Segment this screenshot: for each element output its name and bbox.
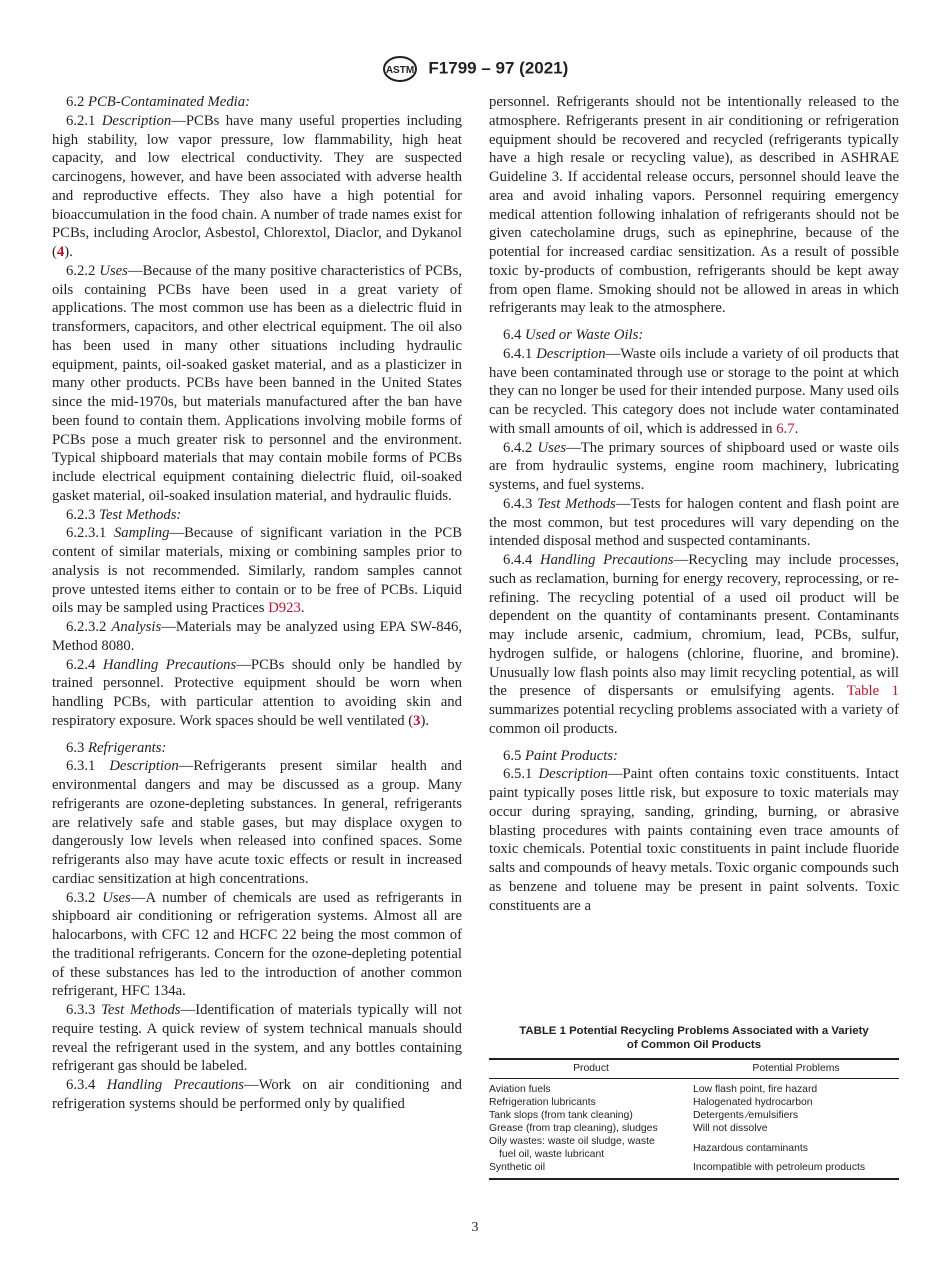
paragraph (52, 524, 462, 618)
product-cell (489, 1096, 693, 1109)
paragraph-text: —Identification of materials typically will not require testing. A quick review of system technical manuals should reveal the refrigerant used in the system, and any bottles containing refrigerant gas should be labeled. (52, 1002, 462, 1075)
product-cell (489, 1109, 693, 1122)
paragraph-text: 6.5 (503, 747, 526, 764)
paragraph-text: —Because of significant variation in the PCB content of similar materials, mixing or combining samples prior to analysis is not recommended. Similarly, random samples cannot prove untested items either to contain or to be free of PCBs. Liquid oils may be sampled using Practices (52, 525, 462, 617)
paragraph (52, 889, 462, 1002)
reference-citation-link[interactable]: 4 (56, 244, 65, 260)
paragraph-text: 6.2.2 (66, 262, 100, 279)
product-text: Grease (from trap cleaning), sludges (489, 1123, 658, 1134)
svg-text:ASTM: ASTM (385, 65, 414, 76)
problem-cell: Halogenated hydrocarbon (693, 1097, 813, 1108)
problem-cell: Hazardous contaminants (693, 1142, 808, 1154)
table-caption-line: TABLE 1 Potential Recycling Problems Associated with a Variety (519, 1025, 869, 1037)
section-heading: Description (538, 766, 608, 783)
paragraph-text: —The primary sources of shipboard used or waste oils are from hydraulic systems, engine room machinery, lubricating systems, and fuel systems. (489, 439, 900, 493)
paragraph-text: . (300, 600, 305, 617)
paragraph (489, 551, 899, 739)
problem-cell: Detergents ⁄emulsifiers (693, 1110, 799, 1121)
paragraph (52, 93, 462, 112)
product-text: Aviation fuels (489, 1084, 551, 1095)
paragraph (52, 112, 462, 262)
paragraph-text: . (794, 420, 799, 437)
paragraph-text: —Refrigerants present similar health and environmental dangers and may be discussed as a group. Many refrigerants are ozone-depleting substances. In general, refrigerants are relatively safe and stable gases, but may displace oxygen to dangerously low levels when released into confined spaces. Some refrigerants also may have acute toxic effects or result in increased cardiac sensitization at high concentrations. (52, 758, 462, 887)
table-row (489, 1122, 899, 1135)
section-heading: PCB-Contaminated Media: (88, 94, 250, 110)
problem-cell: Incompatible with petroleum products (693, 1162, 866, 1173)
left-column (52, 93, 462, 1114)
paragraph (52, 618, 462, 656)
table-row (489, 1079, 899, 1097)
paragraph (52, 1001, 462, 1076)
astm-logo-icon (382, 56, 418, 82)
right-column (489, 93, 899, 915)
paragraph-text: ). (420, 712, 430, 729)
page-number: 3 (471, 1220, 479, 1235)
paragraph-text: —Recycling may include processes, such as reclamation, burning for energy recovery, reprocessing, or re-refining. The recycling potential of a used oil product will be dependent on the quantity of contaminants present. Contaminants may include arsenic, cadmium, chromium, lead, PCBs, sulfur, hydrogen sulfide, or halogens (chlorine, fluorine, and bromine). Unusually low flash points also may limit recycling potential, as will the presence of dispersants or emulsifying agents. (489, 552, 900, 700)
product-text: Oily wastes: waste oil sludge, waste (489, 1136, 655, 1147)
cross-reference-link[interactable]: 6.7 (776, 420, 795, 437)
section-heading: Test Methods (101, 1002, 181, 1018)
recycling-problems-table (489, 1058, 899, 1180)
paragraph (52, 656, 462, 731)
section-heading: Description (109, 758, 179, 775)
product-cell (489, 1135, 693, 1161)
table-row (489, 1135, 899, 1161)
paragraph-text: —Materials may be analyzed using EPA SW-846, Method 8080. (52, 619, 462, 654)
paragraph-text: 6.3 (66, 739, 89, 756)
section-heading: Paint Products: (525, 747, 618, 764)
paragraph-text: —Paint often contains toxic constituents. Intact paint typically poses little risk, but exposure to toxic materials may occur during spraying, sanding, grinding, burning, or abrasive blasting procedures with paints containing even trace amounts of toxic chemicals. Potential toxic constituents in paint include fluoride salts and compounds of heavy metals. Toxic organic compounds such as benzene and toluene may be present in paint solvents. Toxic constituents are a (489, 766, 899, 914)
paragraph-text: —Because of the many positive characteristics of PCBs, oils containing PCBs have been used in a great variety of applications. The most common use has been as a dielectric fluid in transformers, capacitors, and other electrical equipment. The oil also has been used in many other situations including hydraulic equipment, paints, oil-soaked gasket material, and as a plasticizer in many other products. PCBs have been banned in the United States since the mid-1970s, but materials manufactured after the ban have been found to contain them. Applications involving mobile forms of PCBs pose a much greater risk to personnel and the environment. Typical shipboard materials that may contain mobile forms of PCBs include electrical equipment containing dielectric fluid, oil-soaked gasket material, oil-soaked insulation material, and hydraulic fluids. (52, 262, 462, 504)
paragraph-text: 6.4 (503, 327, 526, 343)
paragraph-text: personnel. Refrigerants should not be intentionally released to the atmosphere. Refrigerants present in air conditioning or refrigeration equipment should be recovered and recycled (refrigerants typically have a high resale or recycling value), as described in ASHRAE Guideline 3. If accidental release occurs, personnel should leave the area and avoid inhaling vapors. Personnel requiring emergency medical attention following inhalation of refrigerants should not be given catecholamine drugs, such as epinephrine, because of the potential for increased cardiac sensitization. As a result of possible toxic by-products of combustion, refrigerants should be kept away from open flame. Smoking should not be allowed in areas in which refrigerants may leak to the atmosphere. (489, 94, 899, 317)
section-heading: Uses (99, 262, 128, 279)
paragraph (489, 93, 899, 318)
paragraph-text: 6.5.1 (503, 766, 539, 783)
paragraph (52, 1076, 462, 1114)
reference-citation-link[interactable]: 3 (413, 712, 421, 729)
section-heading: Sampling (113, 525, 170, 542)
section-heading: Handling Precautions (102, 656, 237, 673)
paragraph (52, 757, 462, 888)
section-heading: Uses (102, 889, 131, 906)
product-text: Refrigeration lubricants (489, 1097, 596, 1108)
paragraph-text: 6.3.4 (66, 1077, 107, 1093)
paragraph-text: 6.4.4 (503, 552, 540, 568)
product-text: Synthetic oil (489, 1162, 546, 1173)
problem-cell: Will not dissolve (693, 1123, 768, 1134)
paragraph (489, 495, 899, 551)
column-header-problems: Potential Problems (693, 1059, 899, 1079)
section-heading: Uses (537, 439, 567, 456)
paragraph-text: ). (64, 244, 73, 260)
table-row (489, 1161, 899, 1179)
paragraph-text: 6.2.3.2 (66, 619, 112, 635)
paragraph-text: 6.3.3 (66, 1002, 102, 1018)
product-cell (489, 1161, 693, 1179)
section-heading: Used or Waste Oils: (525, 327, 644, 343)
cross-reference-link[interactable]: D923 (268, 600, 301, 617)
paragraph-text: 6.4.1 (503, 345, 537, 362)
table-1 (489, 1024, 899, 1180)
paragraph-text: —Waste oils include a variety of oil products that have been contaminated through use or storage to the point at which they can no longer be used for their intended purpose. Many used oils can be recycled. This category does not include water contaminated with small amounts of oil, which is addressed in (489, 345, 899, 437)
paragraph-text: 6.4.2 (503, 439, 538, 456)
product-text-continued: fuel oil, waste lubricant (499, 1149, 605, 1160)
paragraph-text: 6.4.3 (503, 495, 538, 512)
paragraph-text: —Work on air conditioning and refrigeration systems should be performed only by qualified (52, 1077, 463, 1112)
paragraph-text: 6.2.3 (66, 506, 100, 523)
table-caption (489, 1024, 899, 1052)
paragraph-text: summarizes potential recycling problems associated with a variety of common oil products. (489, 702, 899, 737)
paragraph-text: 6.2 (66, 94, 89, 110)
section-heading: Refrigerants: (88, 739, 167, 756)
paragraph (489, 765, 899, 915)
section-heading: Handling Precautions (106, 1077, 245, 1093)
paragraph-text: 6.2.1 (66, 112, 102, 129)
paragraph (52, 739, 462, 758)
section-heading: Analysis (111, 619, 162, 635)
paragraph-text: —Tests for halogen content and flash point are the most common, but test procedures will vary depending on the intended disposal method and suspected contaminants. (489, 495, 900, 550)
paragraph (489, 326, 899, 345)
table-row (489, 1109, 899, 1122)
page-header (0, 56, 950, 82)
paragraph-text: —A number of chemicals are used as refrigerants in shipboard air conditioning or refrigeration systems. Almost all are halocarbons, with CFC 12 and HCFC 22 being the most common of the traditional refrigerants. Concern for the ozone-depleting potential of these substances has led to the introduction of another common refrigerant, HFC 134a. (52, 889, 462, 1000)
paragraph (489, 345, 899, 439)
paragraph (52, 506, 462, 525)
table-caption-line: of Common Oil Products (626, 1039, 762, 1051)
column-header-product: Product (489, 1059, 693, 1079)
paragraph-text: —PCBs have many useful properties including high stability, low vapor pressure, low flammability, high heat capacity, and low electrical conductivity. They are suspected carcinogens, however, and have been associated with adverse health and reproductive effects. They also have a high potential for bioaccumulation in the food chain. A number of trade names exist for PCBs, including Aroclor, Asbestol, Chlorextol, Diaclor, and Dykanol ( (52, 112, 463, 260)
product-cell (489, 1122, 693, 1135)
section-heading: Test Methods (537, 495, 616, 512)
paragraph (489, 439, 899, 495)
product-cell (489, 1079, 693, 1097)
paragraph (52, 262, 462, 506)
problem-cell: Low flash point, fire hazard (693, 1084, 818, 1095)
product-text: Tank slops (from tank cleaning) (489, 1110, 633, 1121)
paragraph-text: 6.3.2 (66, 889, 103, 906)
paragraph (489, 747, 899, 766)
section-heading: Description (536, 345, 606, 362)
cross-reference-link[interactable]: Table 1 (846, 683, 899, 700)
section-heading: Handling Precautions (539, 552, 674, 568)
section-heading: Test Methods: (99, 506, 182, 523)
paragraph-text: 6.3.1 (66, 758, 110, 775)
paragraph-text: —PCBs should only be handled by trained personnel. Protective equipment should be worn when handling PCBs, with particular attention to avoiding skin and respiratory exposure. Work spaces should be well ventilated ( (52, 656, 463, 729)
table-row (489, 1096, 899, 1109)
paragraph-text: 6.2.4 (66, 656, 103, 673)
document-designation: F1799 – 97 (2021) (428, 58, 569, 78)
paragraph-text: 6.2.3.1 (66, 525, 114, 542)
section-heading: Description (101, 112, 172, 129)
